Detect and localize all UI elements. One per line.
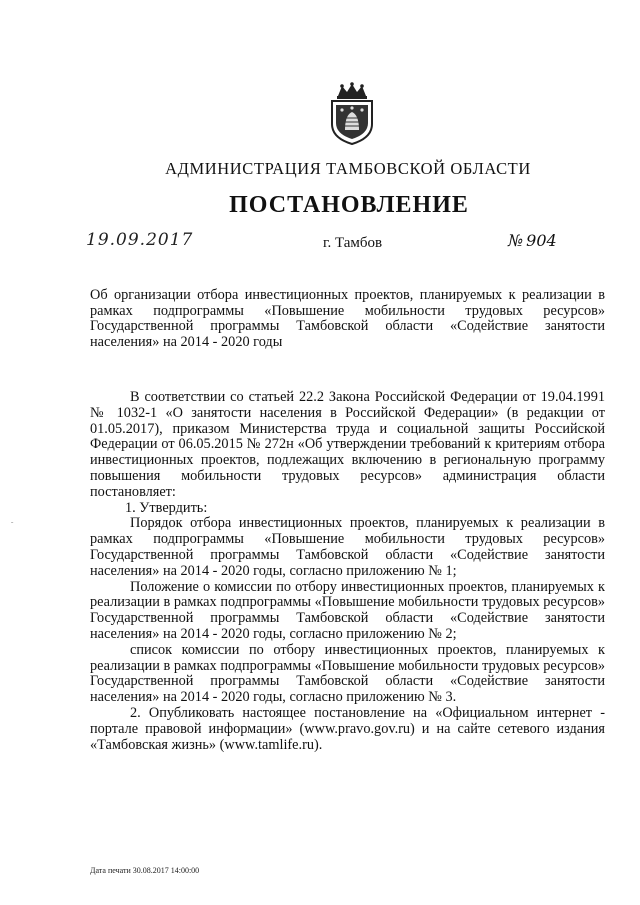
paragraph-procedure: Порядок отбора инвестиционных проектов, планируемых к реализации в рамках подпрограммы «Повышение мобильности трудовых ресурсов» Государственной программы Тамбовской области «Содействие занятости населения» на 2014 - 2020 годы, согласно приложению № 1; bbox=[90, 515, 605, 579]
organization-name: АДМИНИСТРАЦИЯ ТАМБОВСКОЙ ОБЛАСТИ bbox=[165, 159, 531, 178]
paragraph-item-2: 2. Опубликовать настоящее постановление на «Официальном интернет - портале правовой информации» (www.pravo.gov.ru) и на сайте сетевого издания «Тамбовская жизнь» (www.tamlife.ru). bbox=[90, 704, 605, 753]
document-date: 19.09.2017 bbox=[86, 230, 194, 250]
document-body bbox=[90, 390, 605, 753]
document-city: г. Тамбов bbox=[323, 235, 383, 251]
document-number bbox=[508, 231, 557, 250]
number-sign: № bbox=[508, 231, 524, 250]
number-value: 904 bbox=[526, 231, 557, 250]
paragraph-preamble: В соответствии со статьей 22.2 Закона Российской Федерации от 19.04.1991 № 1032-1 «О занятости населения в Российской Федерации» (в редакции от 01.05.2017), приказом Министерства труда и социальной защиты Российской Федерации от 06.05.2015 № 272н «Об утверждении требований к критериям отбора инвестиционных проектов, подлежащих включению в региональную программу повышения мобильности трудовых ресурсов» администрация области постановляет: bbox=[90, 389, 605, 500]
paragraph-commission-list: список комиссии по отбору инвестиционных проектов, планируемых к реализации в рамках подпрограммы «Повышение мобильности трудовых ресурсов» Государственной программы Тамбовской области «Содействие занятости населения» на 2014 - 2020 годы, согласно приложению № 3. bbox=[90, 641, 605, 706]
document-type: ПОСТАНОВЛЕНИЕ bbox=[229, 192, 469, 218]
paragraph-item-1: 1. Утвердить: bbox=[125, 499, 208, 516]
print-date: Дата печати 30.08.2017 14:00:00 bbox=[90, 866, 200, 875]
margin-mark-icon: ˇ bbox=[11, 521, 14, 529]
document-subject: Об организации отбора инвестиционных проектов, планируемых к реализации в рамках подпрограммы «Повышение мобильности трудовых ресурсов» Государственной программы Тамбовской области «Содействие занятости населения» на 2014 - 2020 годы bbox=[90, 287, 605, 350]
tambov-coat-of-arms-icon bbox=[324, 82, 380, 146]
paragraph-regulation: Положение о комиссии по отбору инвестиционных проектов, планируемых к реализации в рамках подпрограммы «Повышение мобильности трудовых ресурсов» Государственной программы Тамбовской области «Содействие занятости населения» на 2014 - 2020 годы, согласно приложению № 2; bbox=[90, 578, 605, 642]
